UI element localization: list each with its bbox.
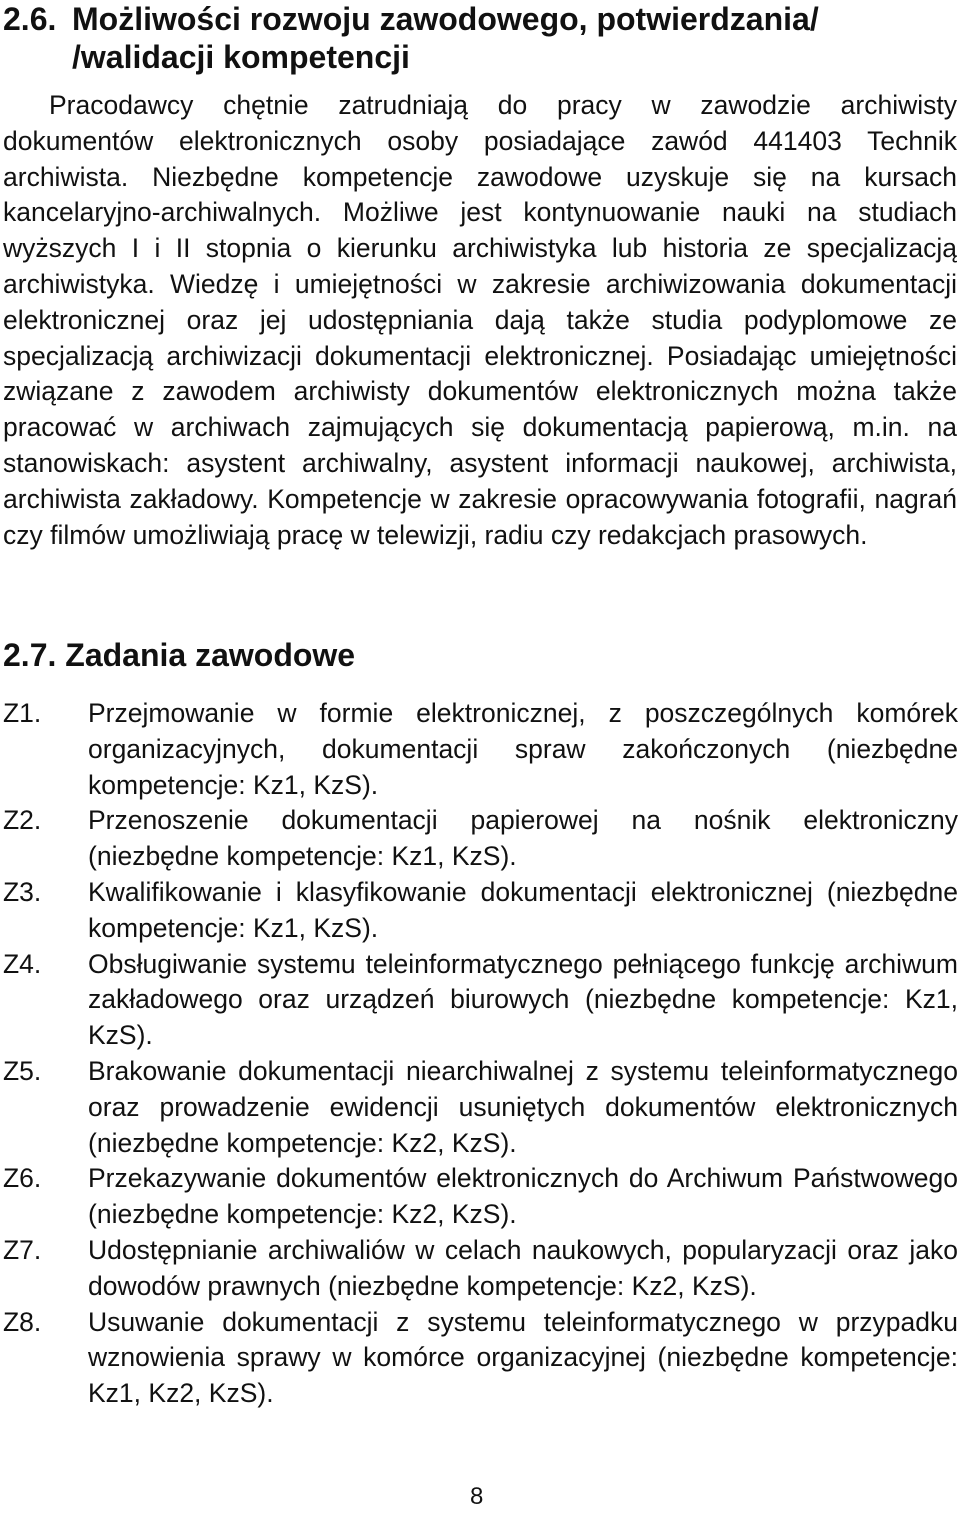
section-title: Możliwości rozwoju zawodowego, potwierdzania/ /walidacji kompetencji: [72, 1, 819, 75]
task-item: [3, 1305, 958, 1412]
task-text: Przejmowanie w formie elektronicznej, z poszczególnych komórek organizacyjnych, dokumentacji spraw zakończonych (niezbędne kompetencje: Kz1, KzS).: [88, 698, 958, 800]
section-paragraph: Pracodawcy chętnie zatrudniają do pracy w zawodzie archiwisty dokumentów elektronicznych osoby posiadające zawód 441403 Technik archiwista. Niezbędne kompetencje zawodowe uzyskuje się na kursach kancelaryjno-archiwalnych. Możliwe jest kontynuowanie nauki na studiach wyższych I i II stopnia o kierunku archiwistyka lub historia ze specjalizacją archiwistyka. Wiedzę i umiejętności w zakresie archiwizowania dokumentacji elektronicznej oraz jej udostępniania dają także studia podyplomowe ze specjalizacją archiwizacji dokumentacji elektronicznej. Posiadając umiejętności związane z zawodem archiwisty dokumentów elektronicznych można także pracować w archiwach zajmujących się dokumentacją papierową, m.in. na stanowiskach: asystent archiwalny, asystent informacji naukowej, archiwista, archiwista zakładowy. Kompetencje w zakresie opracowywania fotografii, nagrań czy filmów umożliwiają pracę w telewizji, radiu czy redakcjach prasowych.: [3, 90, 957, 550]
task-text: Przenoszenie dokumentacji papierowej na nośnik elektroniczny (niezbędne kompetencje: Kz1, KzS).: [88, 805, 958, 872]
task-number: Z8.: [3, 1306, 42, 1337]
task-text: Brakowanie dokumentacji niearchiwalnej z systemu teleinformatycznego oraz prowadzenie ewidencji usuniętych dokumentów elektronicznych (niezbędne kompetencje: Kz2, KzS).: [88, 1055, 958, 1158]
task-text: Przekazywanie dokumentów elektronicznych do Archiwum Państwowego (niezbędne kompetencje: Kz2, KzS).: [88, 1163, 958, 1230]
task-item: [3, 803, 958, 875]
task-number: Z6.: [3, 1163, 42, 1194]
task-item: [3, 875, 958, 947]
task-text: Obsługiwanie systemu teleinformatycznego pełniącego funkcję archiwum zakładowego oraz urządzeń biurowych (niezbędne kompetencje: Kz1, KzS).: [88, 948, 958, 1051]
task-item: [3, 1233, 958, 1305]
task-number: Z4.: [3, 948, 42, 979]
task-number: Z3.: [3, 876, 42, 907]
task-number: Z7.: [3, 1234, 42, 1265]
task-number: Z5.: [3, 1055, 42, 1086]
task-number: Z1.: [3, 698, 42, 728]
task-text: Udostępnianie archiwaliów w celach naukowych, popularyzacji oraz jako dowodów prawnych (niezbędne kompetencje: Kz2, KzS).: [88, 1234, 958, 1301]
task-item: [3, 1161, 958, 1233]
task-item: [3, 947, 958, 1054]
task-text: Kwalifikowanie i klasyfikowanie dokumentacji elektronicznej (niezbędne kompetencje: Kz1, KzS).: [88, 876, 958, 943]
section-number: 2.6.: [3, 1, 57, 37]
task-item: [3, 696, 958, 803]
section-title-tasks: 2.7. Zadania zawodowe: [3, 637, 356, 673]
task-number: Z2.: [3, 805, 42, 836]
page-number: 8: [470, 1483, 484, 1510]
task-list: [3, 696, 958, 1412]
task-item: [3, 1054, 958, 1161]
task-text: Usuwanie dokumentacji z systemu teleinformatycznego w przypadku wznowienia sprawy w komórce organizacyjnej (niezbędne kompetencje: Kz1, Kz2, KzS).: [88, 1306, 958, 1409]
